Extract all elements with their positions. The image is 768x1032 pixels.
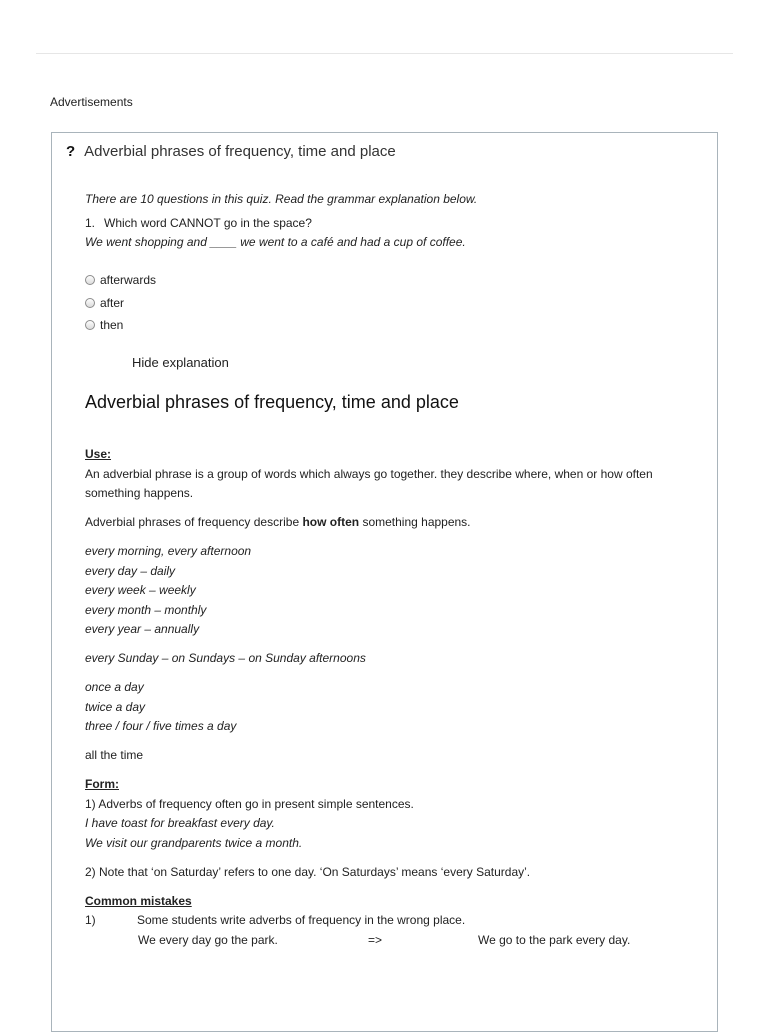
example-line: every year – annually <box>85 622 200 636</box>
example-line: twice a day <box>85 699 146 714</box>
correct-example: We go to the park every day. <box>478 932 631 947</box>
answer-option[interactable] <box>85 292 156 315</box>
example-line: every Sunday – on Sundays – on Sunday afternoons <box>85 651 366 665</box>
question-sentence: We went shopping and ____ we went to a café and had a cup of coffee. <box>85 235 466 249</box>
mistake-example <box>85 931 685 951</box>
advertisements-label: Advertisements <box>50 95 133 109</box>
how-often-emphasis: how often <box>302 515 360 529</box>
quiz-title: Adverbial phrases of frequency, time and place <box>84 143 396 160</box>
answer-option-label[interactable]: afterwards <box>100 273 157 288</box>
explanation-body <box>85 445 685 950</box>
answer-option-label[interactable]: after <box>100 295 125 310</box>
use-text: An adverbial phrase is a group of words which always go together. they describe where, when or how often something happens. <box>85 466 653 500</box>
answer-options <box>85 269 156 337</box>
example-line: once a day <box>85 680 144 694</box>
answer-option[interactable] <box>85 314 156 337</box>
arrow-text: => <box>368 932 383 947</box>
example-line: every week – weekly <box>85 583 196 597</box>
radio-button[interactable] <box>85 320 95 330</box>
hide-explanation-button[interactable]: Hide explanation <box>132 355 229 370</box>
explanation-title: Adverbial phrases of frequency, time and place <box>85 392 459 412</box>
example-line: all the time <box>85 748 144 762</box>
example-line: three / four / five times a day <box>85 719 237 733</box>
quiz-header <box>66 143 396 160</box>
form-heading: Form: <box>85 777 119 791</box>
answer-option[interactable] <box>85 269 156 292</box>
top-divider <box>36 53 733 54</box>
form-example: We visit our grandparents twice a month. <box>85 835 303 850</box>
answer-option-label[interactable]: then <box>100 318 124 333</box>
example-line: every morning, every afternoon <box>85 544 252 558</box>
quiz-intro: There are 10 questions in this quiz. Read the grammar explanation below. <box>85 192 478 206</box>
common-mistakes-heading: Common mistakes <box>85 893 192 908</box>
use-heading: Use: <box>85 447 112 461</box>
form-rule-2: 2) Note that ‘on Saturday’ refers to one day. ‘On Saturdays’ means ‘every Saturday’. <box>85 864 531 879</box>
mistake-item <box>85 911 685 931</box>
example-line: every day – daily <box>85 563 176 578</box>
radio-button[interactable] <box>85 275 95 285</box>
question-text: Which word CANNOT go in the space? <box>104 216 312 230</box>
question-mark-icon: ? <box>66 143 76 160</box>
form-example: I have toast for breakfast every day. <box>85 816 275 830</box>
quiz-container <box>51 132 718 1032</box>
question-prompt <box>85 216 312 230</box>
form-rule-1: 1) Adverbs of frequency often go in present simple sentences. <box>85 796 414 811</box>
question-number: 1. <box>85 216 96 230</box>
wrong-example: We every day go the park. <box>138 932 278 947</box>
example-line: every month – monthly <box>85 602 207 617</box>
frequency-intro: Adverbial phrases of frequency describe how often something happens. <box>85 515 471 529</box>
mistake-text: Some students write adverbs of frequency in the wrong place. <box>137 913 466 927</box>
radio-button[interactable] <box>85 298 95 308</box>
mistake-number: 1) <box>85 913 96 927</box>
